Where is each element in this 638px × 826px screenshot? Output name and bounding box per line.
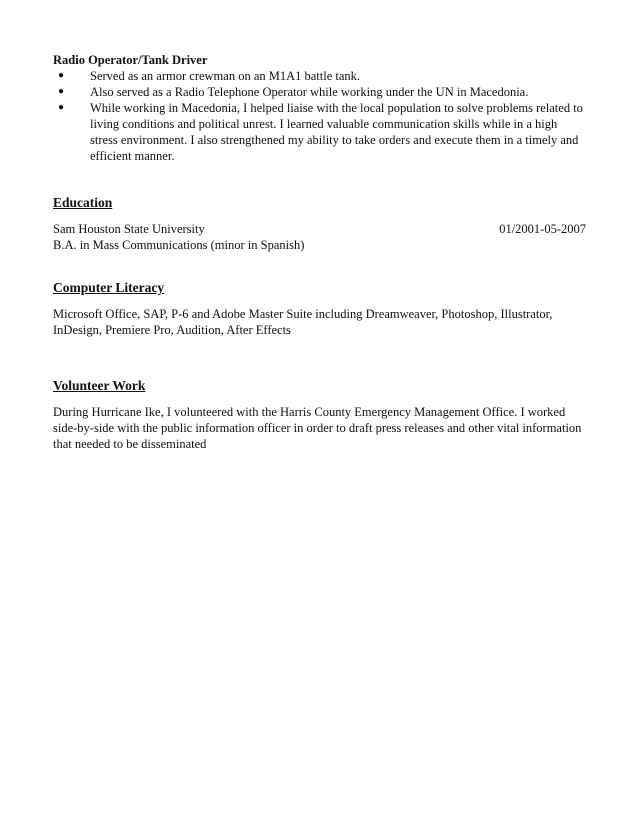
- experience-bullet-list: [53, 68, 586, 164]
- bullet-text: Served as an armor crewman on an M1A1 battle tank.: [90, 69, 361, 83]
- education-row: [53, 221, 586, 237]
- bullet-text: Also served as a Radio Telephone Operator while working under the UN in Macedonia.: [90, 85, 529, 99]
- bullet-text: While working in Macedonia, I helped liaise with the local population to solve problems related to living conditions and political unrest. I learned valuable communication skills while in a high stress environment. I also strengthened my ability to take orders and execute them in a timely and efficient manner.: [90, 101, 583, 163]
- list-item: [53, 84, 586, 100]
- bullet-icon: ●: [58, 70, 65, 81]
- bullet-icon: ●: [58, 102, 65, 113]
- education-dates: 01/2001-05-2007: [499, 222, 586, 236]
- degree-text: B.A. in Mass Communications (minor in Spanish): [53, 238, 305, 252]
- volunteer-work-text: During Hurricane Ike, I volunteered with the Harris County Emergency Management Office. I worked side-by-side with the public information officer in order to draft press releases and other vital information that needed to be disseminated: [53, 405, 582, 451]
- resume-page: [53, 52, 586, 452]
- school-name: Sam Houston State University: [53, 222, 205, 236]
- computer-literacy-text: Microsoft Office, SAP, P-6 and Adobe Master Suite including Dreamweaver, Photoshop, Illustrator, InDesign, Premiere Pro, Audition, After Effects: [53, 307, 553, 337]
- list-item: [53, 100, 586, 164]
- volunteer-work-heading: Volunteer Work: [53, 378, 146, 393]
- list-item: [53, 68, 586, 84]
- bullet-icon: ●: [58, 86, 65, 97]
- education-heading: Education: [53, 195, 113, 210]
- job-title: Radio Operator/Tank Driver: [53, 53, 208, 67]
- computer-literacy-heading: Computer Literacy: [53, 280, 165, 295]
